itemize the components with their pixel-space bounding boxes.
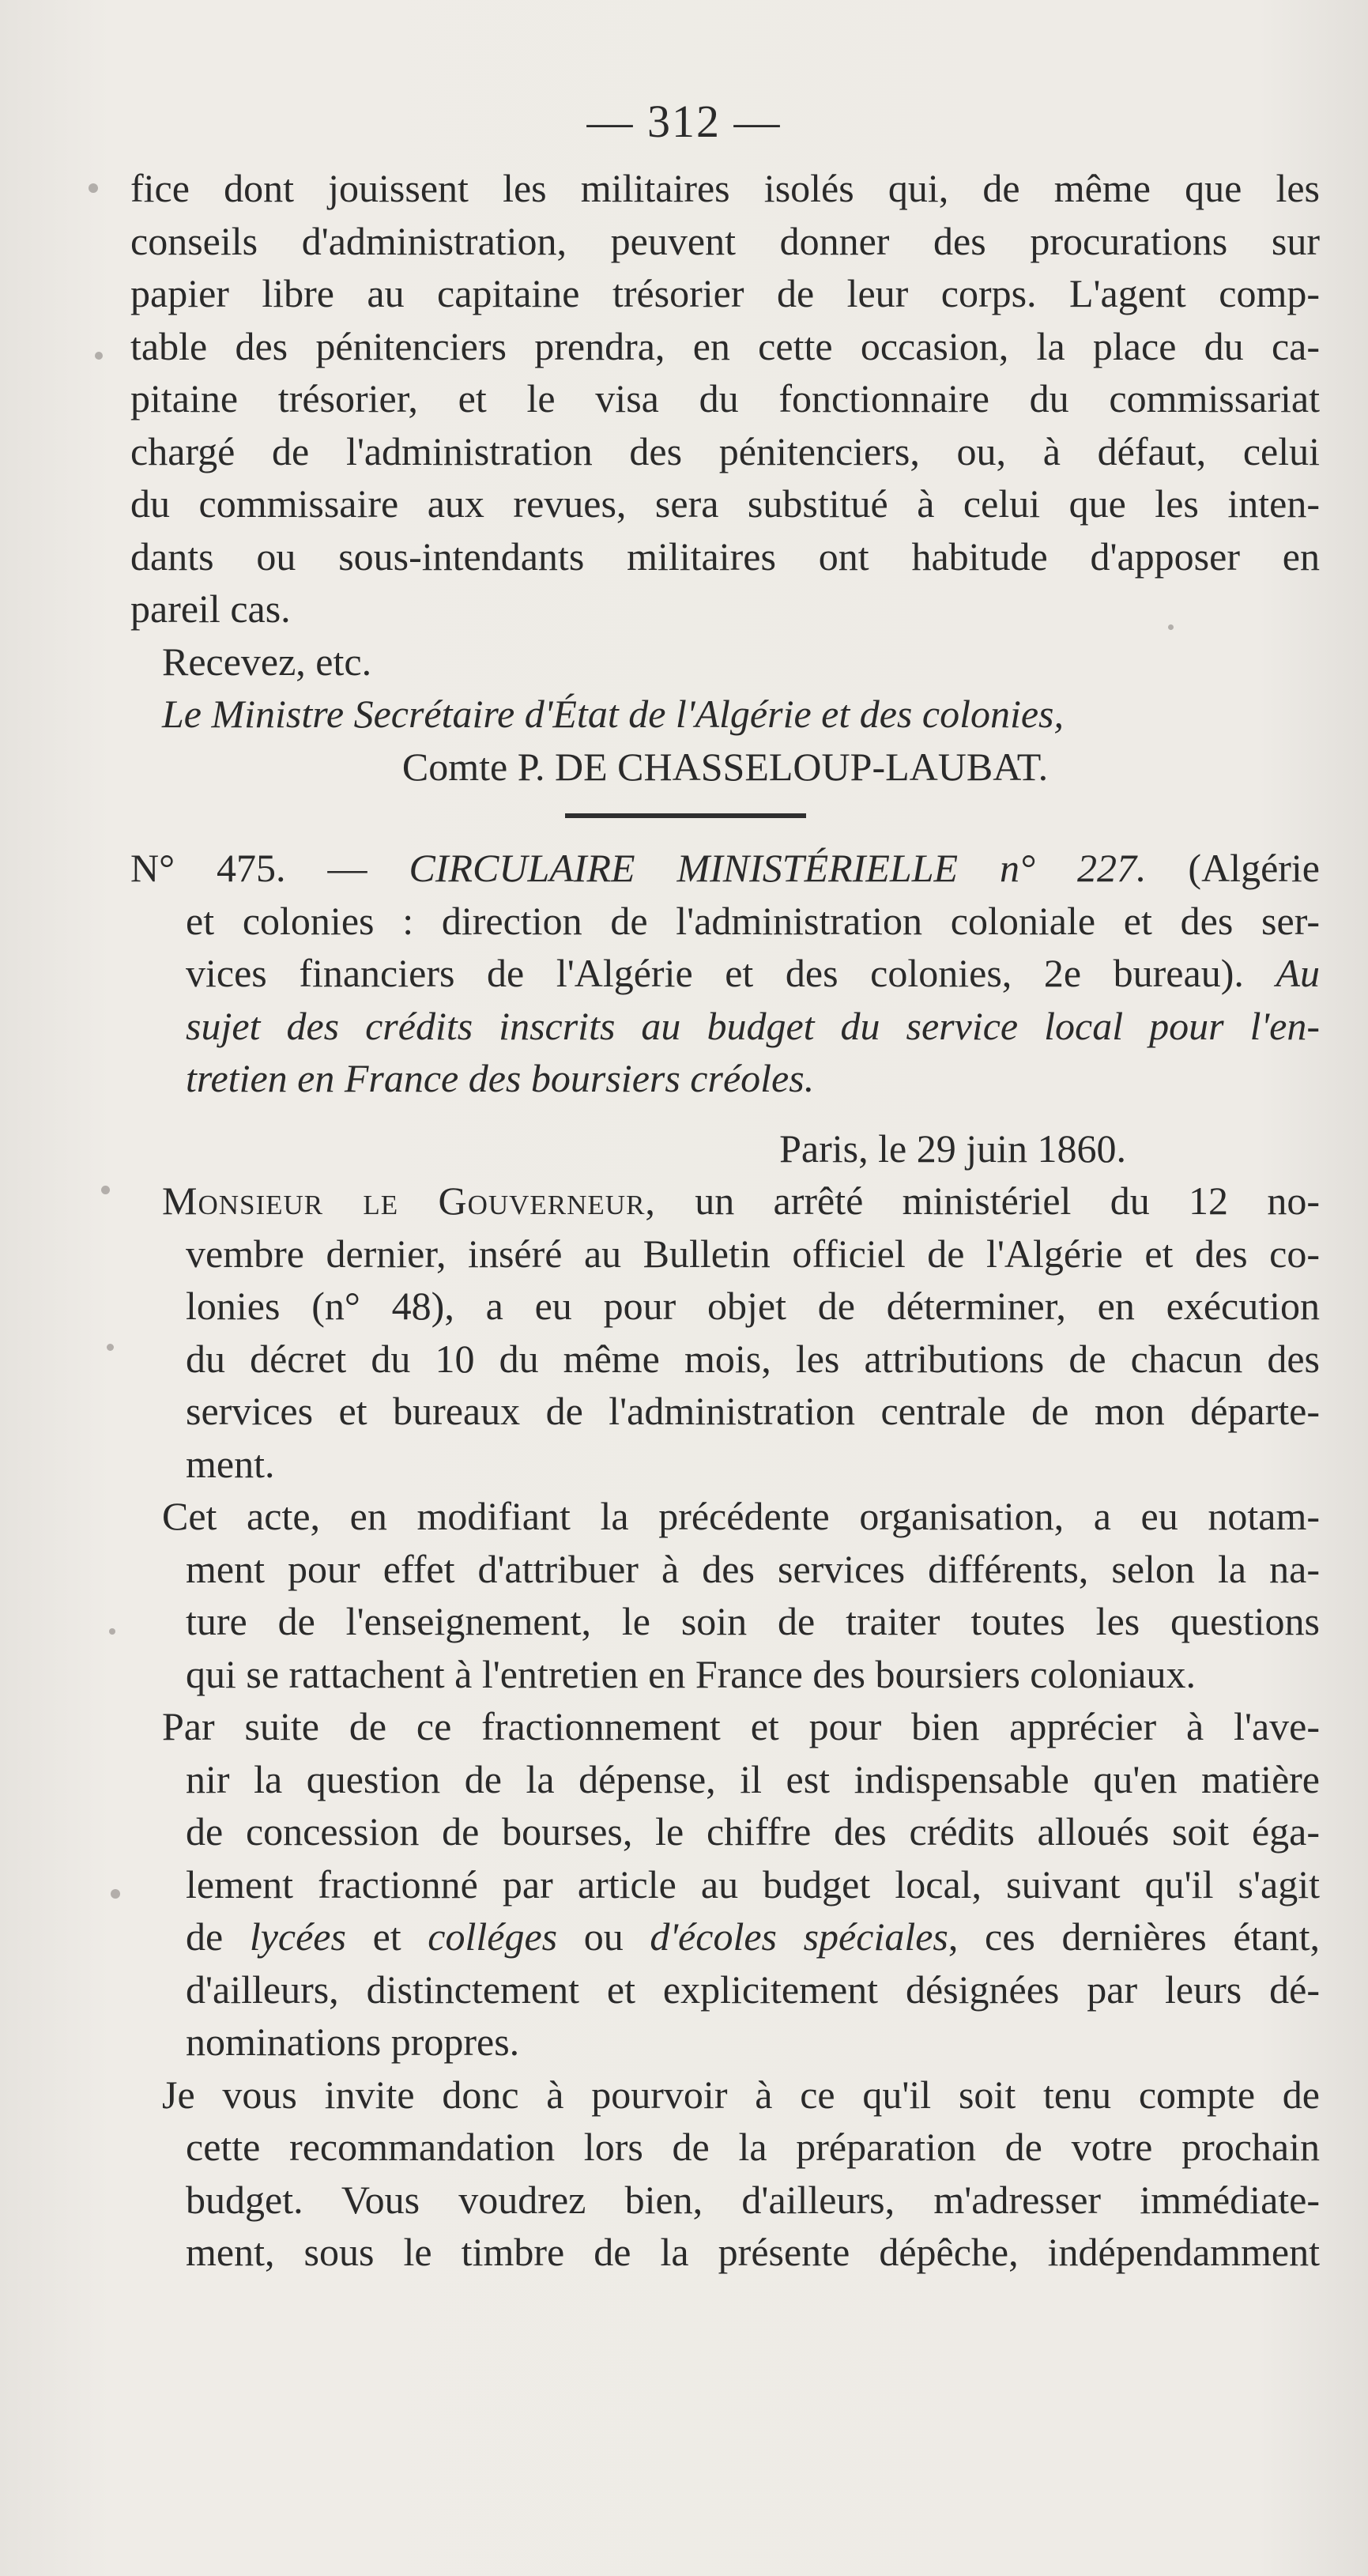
text-line: budget. Vous voudrez bien, d'ailleurs, m'adresser immédiate- bbox=[186, 2177, 1320, 2222]
text-line: tretien en France des boursiers créoles. bbox=[186, 1056, 815, 1100]
signature-title: Le Ministre Secrétaire d'État de l'Algérie et des colonies, bbox=[162, 692, 1065, 736]
text-line: cette recommandation lors de la préparation de votre prochain bbox=[186, 2125, 1320, 2169]
text-line: Monsieur le Gouverneur, un arrêté ministériel du 12 no- bbox=[162, 1179, 1320, 1223]
text-line: du commissaire aux revues, sera substitué à celui que les inten- bbox=[130, 481, 1320, 526]
scan-speck bbox=[1168, 624, 1174, 630]
text-line: de lycées et colléges ou d'écoles spéciales, ces dernières étant, bbox=[186, 1914, 1320, 1959]
text-line: ment. bbox=[186, 1441, 275, 1486]
text-line: ture de l'enseignement, le soin de traiter toutes les questions bbox=[186, 1599, 1320, 1643]
text-line: pareil cas. bbox=[130, 586, 291, 631]
page-text bbox=[130, 162, 1320, 2279]
text-line: vices financiers de l'Algérie et des colonies, 2e bureau). Au bbox=[186, 951, 1320, 995]
text-line: d'ailleurs, distinctement et explicitement désignées par leurs dé- bbox=[186, 1967, 1320, 2012]
scan-speck bbox=[107, 1344, 114, 1351]
text-line: Cet acte, en modifiant la précédente organisation, a eu notam- bbox=[162, 1494, 1320, 1538]
scan-speck bbox=[109, 1628, 115, 1635]
text-line: de concession de bourses, le chiffre des crédits alloués soit éga- bbox=[186, 1809, 1320, 1854]
section-divider bbox=[565, 813, 806, 818]
text-line: papier libre au capitaine trésorier de leur corps. L'agent comp- bbox=[130, 271, 1320, 315]
dateline: Paris, le 29 juin 1860. bbox=[779, 1126, 1126, 1171]
text-line: dants ou sous-intendants militaires ont habitude d'apposer en bbox=[130, 534, 1320, 579]
text-line: sujet des crédits inscrits au budget du service local pour l'en- bbox=[186, 1003, 1320, 1048]
page-number: — 312 — bbox=[586, 96, 782, 147]
text-line: vembre dernier, inséré au Bulletin officiel de l'Algérie et des co- bbox=[186, 1231, 1320, 1276]
text-line: lement fractionné par article au budget local, suivant qu'il s'agit bbox=[186, 1861, 1320, 1907]
text-line: pitaine trésorier, et le visa du fonctionnaire du commissariat bbox=[130, 376, 1320, 421]
text-line: conseils d'administration, peuvent donner des procurations sur bbox=[130, 218, 1320, 263]
text-line: Par suite de ce fractionnement et pour bien apprécier à l'ave- bbox=[162, 1704, 1320, 1748]
text-line: table des pénitenciers prendra, en cette occasion, la place du ca- bbox=[130, 323, 1320, 368]
text-line: ment pour effet d'attribuer à des services différents, selon la na- bbox=[186, 1546, 1320, 1591]
scan-speck bbox=[95, 352, 103, 360]
text-line: nominations propres. bbox=[186, 2020, 520, 2064]
text-line: lonies (n° 48), a eu pour objet de déterminer, en exécution bbox=[186, 1284, 1320, 1328]
text-line: chargé de l'administration des pénitenciers, ou, à défaut, celui bbox=[130, 428, 1320, 473]
signature-name: Comte P. DE CHASSELOUP-LAUBAT. bbox=[401, 744, 1049, 789]
scan-speck bbox=[101, 1186, 110, 1194]
text-line: qui se rattachent à l'entretien en France des boursiers coloniaux. bbox=[186, 1651, 1196, 1696]
text-line: ment, sous le timbre de la présente dépêche, indépendamment bbox=[186, 2230, 1320, 2274]
text-line: du décret du 10 du même mois, les attributions de chacun des bbox=[186, 1336, 1320, 1381]
text-line: services et bureaux de l'administration centrale de mon départe- bbox=[186, 1389, 1320, 1433]
text-line: fice dont jouissent les militaires isolés qui, de même que les bbox=[130, 166, 1320, 210]
salutation: Monsieur le Gouverneur, bbox=[162, 1179, 656, 1223]
scan-speck bbox=[89, 183, 98, 193]
text-line: et colonies : direction de l'administration coloniale et des ser- bbox=[186, 898, 1320, 943]
closing-formula: Recevez, etc. bbox=[162, 639, 372, 684]
circular-heading: N° 475. — CIRCULAIRE MINISTÉRIELLE n° 227. (Algérie bbox=[130, 846, 1320, 890]
text-line: Je vous invite donc à pourvoir à ce qu'il soit tenu compte de bbox=[162, 2072, 1320, 2117]
text-line: nir la question de la dépense, il est indispensable qu'en matière bbox=[186, 1756, 1320, 1801]
scan-speck bbox=[111, 1889, 120, 1899]
